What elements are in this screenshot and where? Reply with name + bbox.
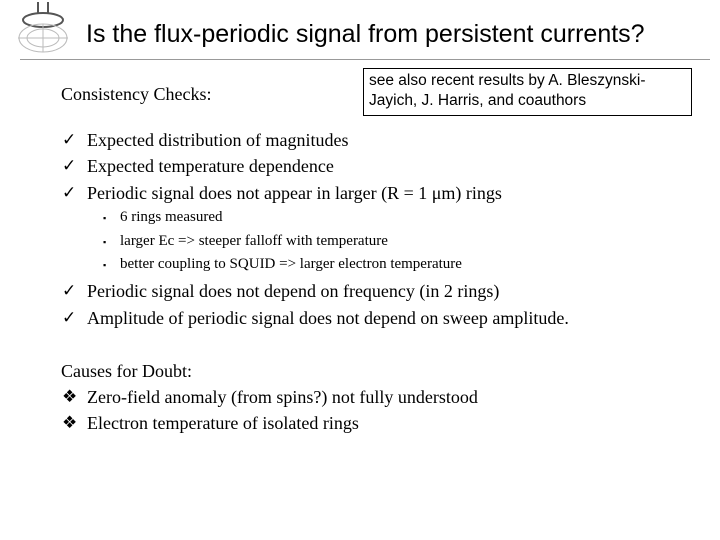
subcheck-text: 6 rings measured	[120, 209, 223, 225]
causes-heading: Causes for Doubt:	[61, 361, 192, 381]
doubt-text: Zero-field anomaly (from spins?) not fully understood	[87, 387, 478, 407]
square-bullet-icon: ▪	[103, 237, 107, 247]
check-text: Expected distribution of magnitudes	[87, 130, 349, 150]
check-text: Amplitude of periodic signal does not depend on sweep amplitude.	[87, 308, 569, 328]
check-text: Periodic signal does not depend on frequency (in 2 rings)	[87, 281, 500, 301]
check-text: Expected temperature dependence	[87, 156, 334, 176]
see-also-line: see also recent results by A. Bleszynski-	[369, 72, 646, 89]
check-text: Periodic signal does not appear in larger (R = 1 μm) rings	[87, 183, 502, 203]
doubt-text: Electron temperature of isolated rings	[87, 413, 359, 433]
subcheck-text: larger Ec => steeper falloff with temperature	[120, 233, 388, 249]
check-icon: ✓	[62, 156, 77, 175]
diamond-bullet-icon: ❖	[62, 387, 78, 406]
check-icon: ✓	[62, 281, 77, 300]
square-bullet-icon: ▪	[103, 260, 107, 270]
logo-icon	[8, 0, 80, 58]
see-also-line: Jayich, J. Harris, and coauthors	[369, 92, 587, 109]
check-icon: ✓	[62, 183, 77, 202]
diamond-bullet-icon: ❖	[62, 413, 78, 432]
check-icon: ✓	[62, 130, 77, 149]
slide-title: Is the flux-periodic signal from persistent currents?	[86, 20, 645, 48]
consistency-heading: Consistency Checks:	[61, 84, 212, 104]
title-divider	[20, 59, 710, 60]
square-bullet-icon: ▪	[103, 213, 107, 223]
subcheck-text: better coupling to SQUID => larger electron temperature	[120, 256, 462, 272]
see-also-box	[363, 68, 692, 116]
check-icon: ✓	[62, 308, 77, 327]
